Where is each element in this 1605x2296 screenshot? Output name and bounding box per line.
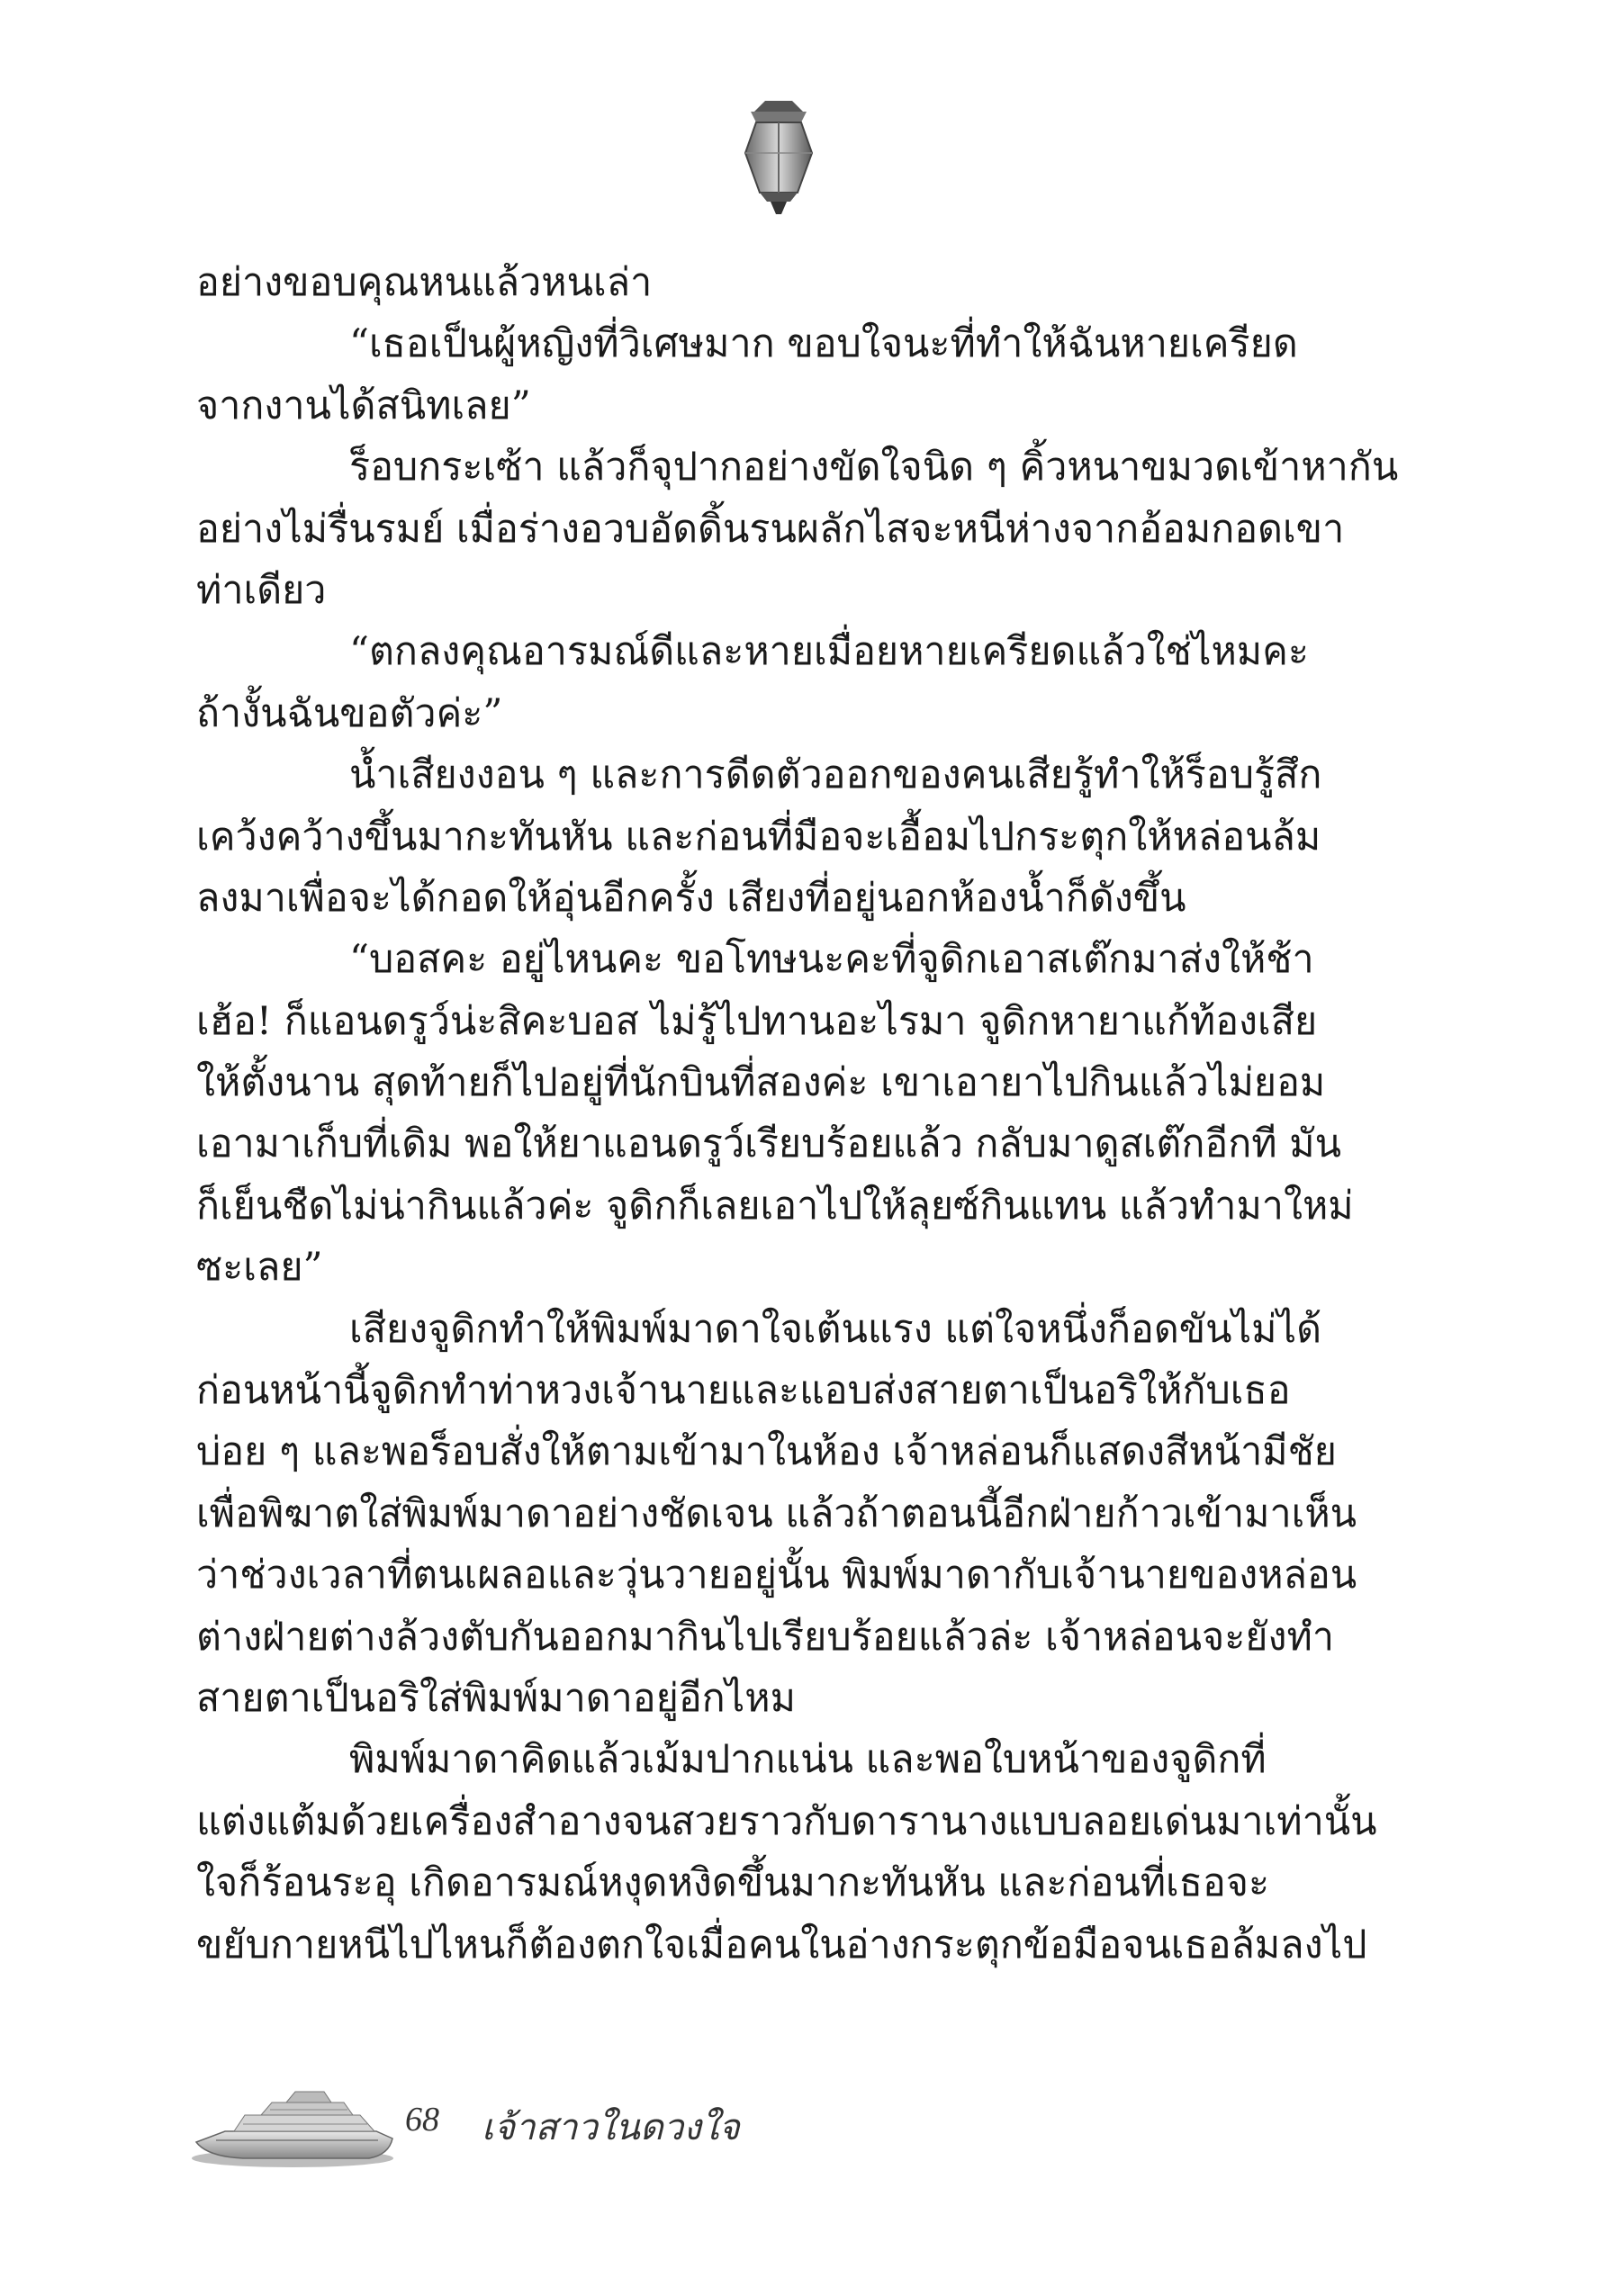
text-line: ลงมาเพื่อจะได้กอดให้อุ่นอีกครั้ง เสียงที่อยู่นอกห้องน้ำก็ดังขึ้น xyxy=(196,875,1186,921)
text-line: ก็เย็นชืดไม่น่ากินแล้วค่ะ จูดิกก็เลยเอาไปให้ลุยซ์กินแทน แล้วทำมาใหม่ xyxy=(196,1183,1354,1229)
book-title: เจ้าสาวในดวงใจ xyxy=(482,2107,740,2148)
page-number: 68 xyxy=(405,2101,439,2138)
text-line: ร็อบกระเซ้า แล้วก็จุปากอย่างขัดใจนิด ๆ คิ้วหนาขมวดเข้าหากัน xyxy=(349,445,1399,491)
text-line: “บอสคะ อยู่ไหนคะ ขอโทษนะคะที่จูดิกเอาสเต๊กมาส่งให้ช้า xyxy=(349,937,1314,983)
text-line: สายตาเป็นอริใส่พิมพ์มาดาอยู่อีกไหม xyxy=(196,1675,796,1721)
text-line: น้ำเสียงงอน ๆ และการดีดตัวออกของคนเสียรู้ทำให้ร็อบรู้สึก xyxy=(349,752,1322,798)
text-line: เฮ้อ! ก็แอนดรูว์น่ะสิคะบอส ไม่รู้ไปทานอะไรมา จูดิกหายาแก้ท้องเสีย xyxy=(196,998,1318,1044)
text-line: อย่างขอบคุณหนแล้วหนเล่า xyxy=(196,260,653,305)
text-line: เคว้งคว้างขึ้นมากะทันหัน และก่อนที่มือจะเอื้อมไปกระตุกให้หล่อนล้ม xyxy=(196,814,1321,860)
text-line: ก่อนหน้านี้จูดิกทำท่าหวงเจ้านายและแอบส่งสายตาเป็นอริให้กับเธอ xyxy=(196,1368,1291,1414)
text-line: เสียงจูดิกทำให้พิมพ์มาดาใจเต้นแรง แต่ใจหนึ่งก็อดขันไม่ได้ xyxy=(349,1306,1322,1352)
text-line: ขยับกายหนีไปไหนก็ต้องตกใจเมื่อคนในอ่างกระตุกข้อมือจนเธอล้มลงไป xyxy=(196,1922,1367,1967)
page-footer xyxy=(189,2075,999,2174)
text-line: ท่าเดียว xyxy=(196,567,327,613)
text-line: จากงานได้สนิทเลย” xyxy=(196,383,531,428)
text-line: “เธอเป็นผู้หญิงที่วิเศษมาก ขอบใจนะที่ทำให้ฉันหายเครียด xyxy=(349,321,1298,367)
text-line: ซะเลย” xyxy=(196,1245,323,1291)
text-line: ต่างฝ่ายต่างล้วงตับกันออกมากินไปเรียบร้อยแล้วล่ะ เจ้าหล่อนจะยังทำ xyxy=(196,1614,1334,1660)
cruise-ship-icon xyxy=(189,2079,396,2169)
text-line: เอามาเก็บที่เดิม พอให้ยาแอนดรูว์เรียบร้อยแล้ว กลับมาดูสเต๊กอีกที มัน xyxy=(196,1121,1342,1167)
body-text xyxy=(196,252,1420,1976)
text-line: เพื่อพิฆาตใส่พิมพ์มาดาอย่างชัดเจน แล้วถ้าตอนนี้อีกฝ่ายก้าวเข้ามาเห็น xyxy=(196,1490,1357,1536)
text-line: แต่งแต้มด้วยเครื่องสำอางจนสวยราวกับดารานางแบบลอยเด่นมาเท่านั้น xyxy=(196,1798,1377,1844)
text-line: ถ้างั้นฉันขอตัวค่ะ” xyxy=(196,690,503,736)
text-line: “ตกลงคุณอารมณ์ดีและหายเมื่อยหายเครียดแล้วใช่ไหมคะ xyxy=(349,629,1310,675)
text-line: พิมพ์มาดาคิดแล้วเม้มปากแน่น และพอใบหน้าของจูดิกที่ xyxy=(349,1737,1267,1783)
text-line: บ่อย ๆ และพอร็อบสั่งให้ตามเข้ามาในห้อง เจ้าหล่อนก็แสดงสีหน้ามีชัย xyxy=(196,1429,1337,1475)
lantern-icon xyxy=(738,99,819,216)
text-line: อย่างไม่รื่นรมย์ เมื่อร่างอวบอัดดิ้นรนผลักไสจะหนีห่างจากอ้อมกอดเขา xyxy=(196,506,1345,552)
text-line: ให้ตั้งนาน สุดท้ายก็ไปอยู่ที่นักบินที่สองค่ะ เขาเอายาไปกินแล้วไม่ยอม xyxy=(196,1060,1326,1106)
text-line: ใจก็ร้อนระอุ เกิดอารมณ์หงุดหงิดขึ้นมากะทันหัน และก่อนที่เธอจะ xyxy=(196,1860,1270,1906)
text-line: ว่าช่วงเวลาที่ตนเผลอและวุ่นวายอยู่นั้น พิมพ์มาดากับเจ้านายของหล่อน xyxy=(196,1553,1357,1598)
